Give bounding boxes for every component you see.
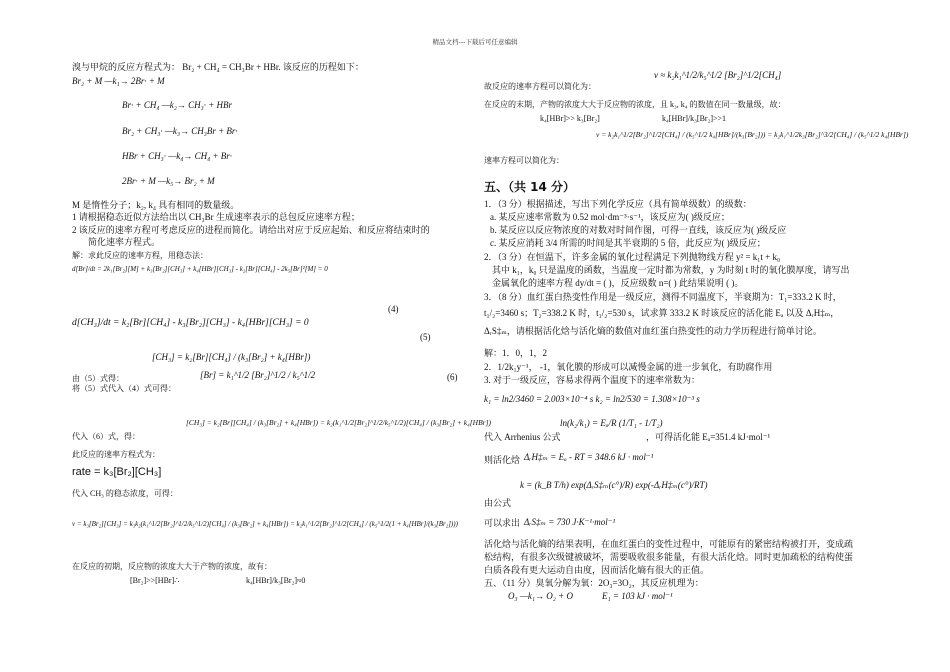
- answer-2: 2．1/2k₁y⁻¹， -1，氧化膜的形成可以减慢金属的进一步氧化，有助腐作用: [484, 362, 773, 372]
- problem-1: 1．（3 分）根据描述，写出下列化学反应（具有简单级数）的级数：: [484, 199, 752, 209]
- problem-2c: 金属氧化的速率方程 dy/dt = ( )，反应级数 n=( ) 此结果说明 ( )。: [492, 278, 744, 288]
- question-2: 2 该反应的速率方程可考虑反应的进程而简化。请给出对应于反应起始、和反应将结束时的: [72, 225, 430, 235]
- arrhenius-equation: ln(k₂/k₁) = Eₐ/R (1/T₁ - 1/T₂): [560, 418, 663, 428]
- condition-2: k₄[HBr]/k₃[Br₂]≈0: [246, 576, 306, 585]
- equation-4: d[Br]/dt = 2k₁[Br₂][M] + k₃[Br₂][CH₃] + k₄[HBr][CH₃] - k₂[Br][CH₄] - 2k₅[Br]²[M] = 0: [72, 265, 328, 273]
- formula-label: 由公式: [484, 498, 512, 508]
- page-header: 精品文档---下载后可任意编辑: [432, 38, 518, 46]
- substitution-note: 将（5）式代入（4）式可得：: [72, 384, 176, 393]
- problem-3: 3．（8 分）血红蛋白热变性作用是一级反应，测得不同温度下，半衰期为：T₁=333.2 K 时，: [484, 292, 842, 302]
- entropy-label: 可以求出: [484, 518, 521, 528]
- simplified-rate-early: v ≈ k₂k₁^1/2/k₅^1/2 [Br₂]^1/2[CH₄]: [654, 70, 782, 80]
- simplified-label: 故反应的速率方程可以简化为：: [484, 82, 596, 91]
- activation-energy-step-1: E₁ = 103 kJ · mol⁻¹: [602, 591, 673, 601]
- problem-3c: ΔᵣS‡ₘ，请根据活化焓与活化熵的数值对血红蛋白热变性的动力学历程进行简单讨论。: [484, 326, 822, 336]
- discussion-line-3: 白质各段有更大运动自由度，因而活化熵有很大的正值。: [484, 565, 710, 575]
- activation-energy-result: ，可得活化能 Eₐ=351.4 kJ·mol⁻¹: [646, 432, 771, 442]
- condition-4: k₄[HBr]/k₃[Br₂]>>1: [662, 114, 727, 123]
- discussion-line-2: 松结构，有很多次级键被破坏，需要吸收很多能量，有很大活化焓。同时更加疏松的结构使蛋: [484, 552, 854, 562]
- velocity-expression: v = k₃[Br₂][CH₃] = k₃k₂(k₁^1/2[Br₂]^1/2/k₅^1/2)[CH₄] / (k₃[Br₂] + k₄[HBr]) = k₂k₁^1/2[Br₂]^1/2[CH₄] / (k₅^1/2(1 + k₄[HBr]/(k₃[Br₂]))): [72, 520, 458, 528]
- equation-6-number: (6): [447, 372, 458, 382]
- ch3-long-expression: [CH₃] = k₂[Br][CH₄] / (k₃[Br₂] + k₄[HBr]) = k₂(k₁^1/2[Br₂]^1/2/k₅^1/2)[CH₄] / (k₃[Br₂] + k₄[HBr]): [186, 418, 491, 427]
- question-1: 1 请根据稳态近似方法给出以 CH₃Br 生成速率表示的总包反应速率方程；: [72, 212, 360, 222]
- intro-text: 溴与甲烷的反应方程式为： Br₂ + CH₄ = CH₃Br + HBr. 该反应的历程如下：: [72, 62, 364, 72]
- br-concentration: [Br] = k₁^1/2 [Br₂]^1/2 / k₅^1/2: [200, 370, 316, 380]
- solution-intro: 解：求此反应的速率方程，用稳态法：: [72, 251, 208, 260]
- problem-1c: c. 某反应消耗 3/4 所需的时间是其半衰期的 5 倍，此反应为( )级反应；: [490, 238, 766, 248]
- early-stage-note: 在反应的初期，反应物的浓度大大于产物的浓度，故有：: [72, 562, 272, 571]
- simplified-label-2: 速率方程可以简化为：: [484, 156, 564, 165]
- late-stage-note: 在反应的末期，产物的浓度大大于反应物的浓度，且 k₃, k₄ 的数值在同一数量级，故：: [484, 100, 786, 109]
- equation-5-number: (5): [420, 332, 431, 342]
- steady-state-note: 代入 CH₃ 的稳态浓度，可得：: [72, 489, 178, 498]
- condition-1: [Br₂]>>[HBr]∴: [130, 576, 180, 585]
- ch3-steady-state: [CH₃] = k₂[Br][CH₄] / (k₃[Br₂] + k₄[HBr]): [152, 352, 311, 362]
- eyring-equation: k = (k_B T/h) exp(ΔᵣS‡ₘ(c°)/R) exp(-ΔᵣH‡ₘ(c°)/RT): [520, 480, 708, 490]
- inert-note: M 是惰性分子；k₂, k₄ 具有相同的数量级。: [72, 200, 240, 210]
- answer-1: 解：1．0，1，2: [484, 348, 548, 358]
- mechanism-step-3: Br₂ + CH₃· —k₃→ CH₃Br + Br·: [122, 126, 238, 136]
- problem-5: 五、（11 分）臭氧分解为氧：2O₃=3O₂，其反应机理为：: [484, 578, 704, 588]
- problem-2: 2．（3 分）在恒温下，许多金属的氧化过程满足下列抛物线方程 y² = k₁t + k₀: [484, 252, 781, 262]
- condition-3: k₄[HBr]>> k₃[Br₂]: [540, 114, 600, 123]
- question-2-cont: 简化速率方程式。: [88, 237, 161, 247]
- rate-label: 此反应的速率方程式为：: [72, 450, 160, 459]
- arrhenius-label: 代入 Arrhenius 公式: [484, 432, 561, 442]
- activation-entropy: ΔᵣS‡ₘ = 730 J·K⁻¹·mol⁻¹: [524, 517, 616, 527]
- mechanism-step-2: Br· + CH₄ —k₂→ CH₃· + HBr: [122, 100, 233, 110]
- substitute-eq6: 代入（6）式，得：: [72, 432, 140, 441]
- problem-3b: t₁/₂=3460 s；T₂=338.2 K 时，t₁/₂=530 s，试求算 333.2 K 时该反应的活化能 Eₐ 以及 ΔᵣH‡ₘ，: [484, 308, 840, 318]
- mechanism-step-4: HBr + CH₃· —k₄→ CH₄ + Br·: [122, 151, 233, 161]
- late-rate-expression: v = k₂k₁^1/2[Br₂]^1/2[CH₄] / (k₅^1/2 k₄[HBr]/(k₃[Br₂])) = k₂k₁^1/2k₃[Br₂]^3/2[CH₄] / (k₅^1/2 k₄[HBr]): [596, 130, 909, 139]
- mechanism-step-1: Br₂ + M —k₁→ 2Br· + M: [72, 76, 165, 86]
- mechanism-step-5: 2Br· + M —k₅→ Br₂ + M: [122, 176, 215, 186]
- discussion-line-1: 活化焓与活化熵的结果表明，在血红蛋白的变性过程中，可能原有的紧密结构被打开，变成疏: [484, 539, 854, 549]
- problem-2b: 其中 k₁，k₀ 只是温度的函数，当温度一定时都为常数，y 为时刻 t 时的氧化膜厚度，请写出: [492, 265, 850, 275]
- activation-enthalpy: ΔᵣH‡ₘ = Eₐ - RT = 348.6 kJ · mol⁻¹: [524, 452, 654, 462]
- problem-1b: b. 某反应以反应物浓度的对数对时间作图，可得一直线，该反应为( )级反应: [490, 225, 787, 235]
- answer-3: 3. 对于一级反应，容易求得两个温度下的速率常数为：: [484, 375, 701, 385]
- problem-1a: a. 某反应速率常数为 0.52 mol·dm⁻³·s⁻¹，该反应为( )级反应；: [490, 212, 730, 222]
- equation-5: d[CH₃]/dt = k₂[Br][CH₄] - k₃[Br₂][CH₃] - k₄[HBr][CH₃] = 0: [72, 318, 309, 328]
- ozone-step-1: O₃ —k₁→ O₂ + O: [508, 591, 573, 601]
- rate-equation: rate = k₃[Br₂][CH₃]: [72, 466, 162, 478]
- equation-4-number: (4): [388, 304, 399, 314]
- rate-constants: k₁ = ln2/3460 = 2.003×10⁻⁴ s k₂ = ln2/530 = 1.308×10⁻³ s: [484, 394, 700, 404]
- section-5-heading: 五、（共 14 分）: [484, 180, 576, 194]
- enthalpy-label: 则活化焓: [484, 455, 521, 465]
- from-eq5: 由（5）式得：: [72, 374, 124, 383]
